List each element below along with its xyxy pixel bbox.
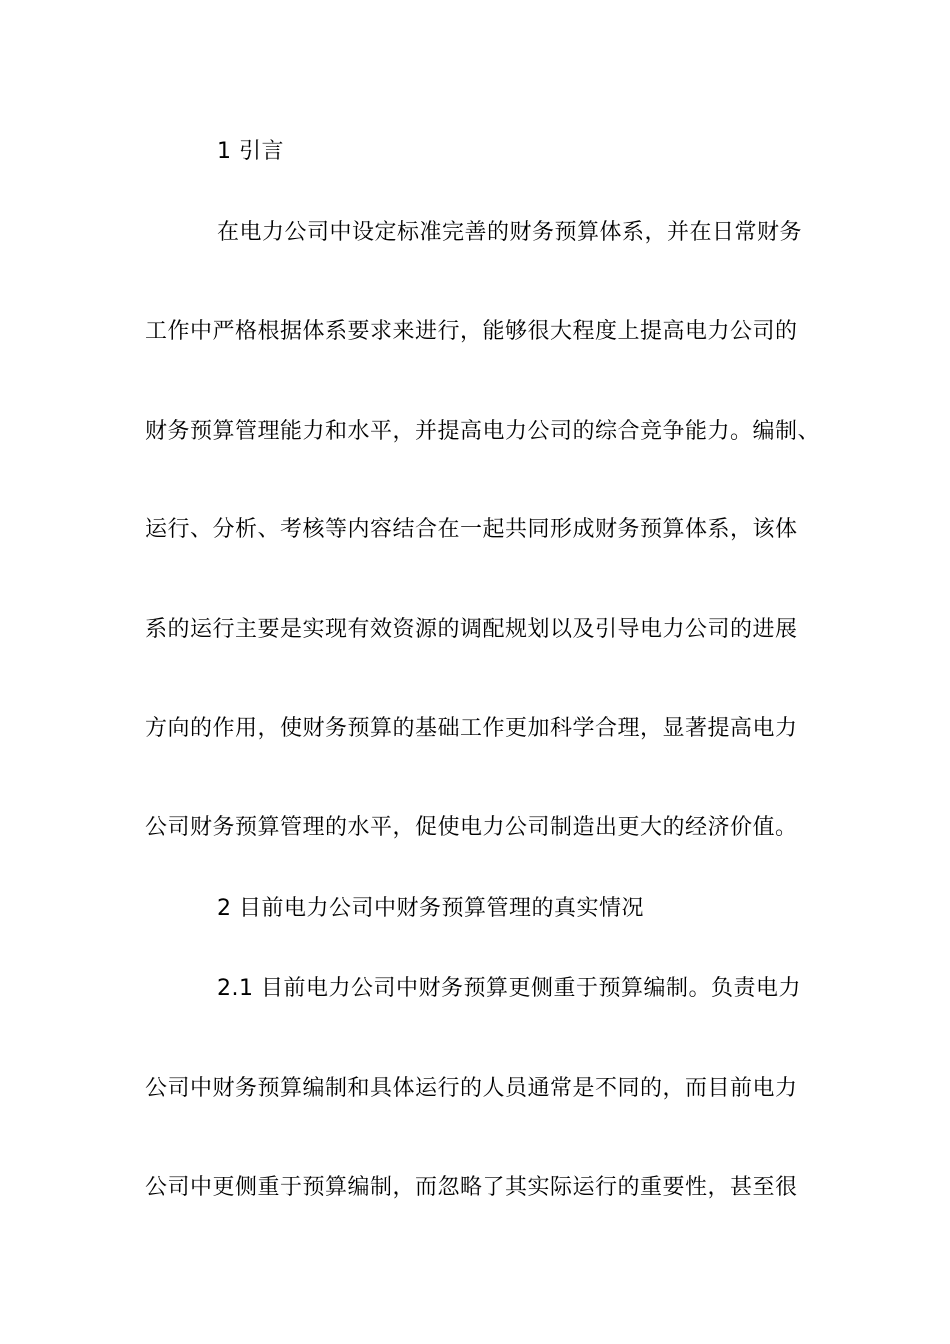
paragraph-line: 系的运行主要是实现有效资源的调配规划以及引导电力公司的进展: [145, 617, 798, 642]
paragraph-line: 财务预算管理能力和水平，并提高电力公司的综合竞争能力。编制、: [145, 419, 821, 444]
paragraph-line: 运行、分析、考核等内容结合在一起共同形成财务预算体系，该体: [145, 517, 798, 542]
paragraph-line: 公司中财务预算编制和具体运行的人员通常是不同的，而目前电力: [145, 1076, 798, 1101]
heading-introduction: 1 引言: [217, 139, 284, 164]
paragraph-line: 公司财务预算管理的水平，促使电力公司制造出更大的经济价值。: [145, 815, 798, 840]
heading-section-2: 2 目前电力公司中财务预算管理的真实情况: [217, 896, 644, 921]
paragraph-line: 工作中严格根据体系要求来进行，能够很大程度上提高电力公司的: [145, 319, 798, 344]
paragraph-line: 在电力公司中设定标准完善的财务预算体系，并在日常财务: [217, 220, 803, 245]
paragraph-line: 2.1 目前电力公司中财务预算更侧重于预算编制。负责电力: [217, 976, 801, 1001]
paragraph-line: 方向的作用，使财务预算的基础工作更加科学合理，显著提高电力: [145, 716, 798, 741]
paragraph-line: 公司中更侧重于预算编制，而忽略了其实际运行的重要性，甚至很: [145, 1175, 798, 1200]
